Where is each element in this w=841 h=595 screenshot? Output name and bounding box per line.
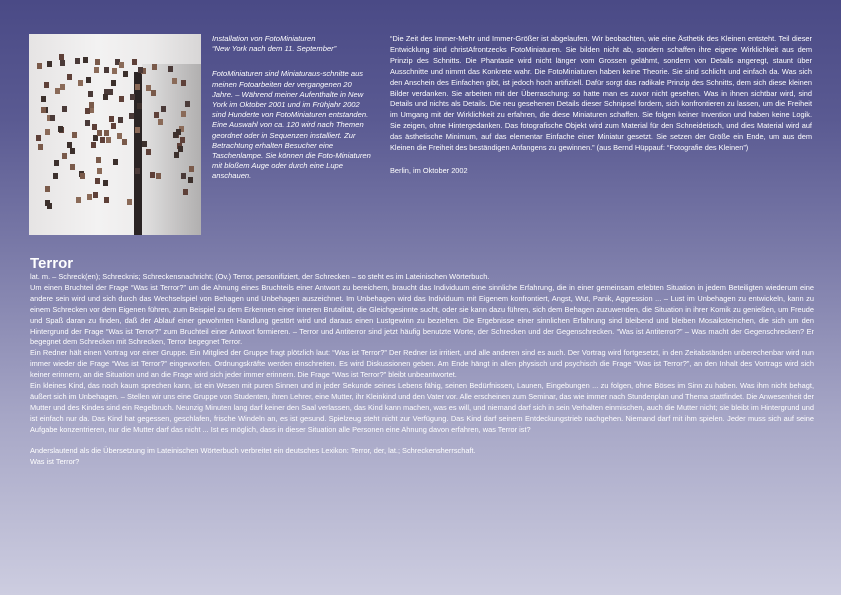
miniature-photo — [111, 123, 116, 129]
miniature-photo — [45, 186, 50, 192]
terror-paragraph-1: Um einen Bruchteil der Frage “Was ist Terror?” um die Ahnung eines Bruchteils einer Antwort zu bereichern, braucht das Individuum eine sinnliche Erfahrung, die in einer gemeinsam erlebten Situation in jedem Beteiligten wiederum eine andere sein wird und sich durch das Wechselspiel von Behagen und Unbehagen auszeichnet. Im Unbehagen wird das Individuum mit Eigenem konfrontiert, Angst, Wut, Panik, Aggression ... – Lust im Unbehagen zu entwickeln, kann zu einem Schrecken vor dem Eigenen führen, zum Beispiel zu dem Erkennen einer inneren Brutalität, die Gleichgesinnte sucht, oder sie kann dazu führen, sich dem Behagen zuzuwenden, die Situation in ihrer Komik zu genießen, um Freude und Spaß daran zu finden, daß der Ablauf einer gewohnten Handlung gestört wird und daraus einen Lustgewinn zu beziehen. Die Ergebnisse einer sinnlichen Erfahrung sind bleibend und bleiben Mosaiksteinchen, die sich um den Hintergrund der Frage “Was ist Terror?” zum Bruchteil einer Antwort formieren. – Terror und Antiterror sind jetzt häufig benutzte Worte, der Schrecken und der Gegenschrecken. “Was ist Antiterror?” – Was macht der Gegenschrecken? Er begegnet dem Schrecken mit Schrecken, Terror begegnet Terror. — [30, 282, 814, 347]
miniature-photo — [103, 180, 108, 186]
miniature-photo — [168, 66, 173, 72]
miniature-photo — [44, 82, 49, 88]
miniature-photo — [78, 80, 83, 86]
miniature-photo — [142, 141, 147, 147]
miniature-photo — [104, 130, 109, 136]
miniature-photo — [53, 173, 58, 179]
miniature-photo — [58, 126, 63, 132]
caption-title-line2: “New York nach dem 11. September” — [212, 44, 337, 54]
miniature-photo — [91, 142, 96, 148]
miniature-photo — [87, 194, 92, 200]
miniature-photo — [137, 103, 142, 109]
miniature-photo — [161, 106, 166, 112]
miniature-photo — [95, 178, 100, 184]
support-pole — [134, 72, 142, 235]
miniature-photo — [181, 80, 186, 86]
miniature-photo — [59, 54, 64, 60]
miniature-photo — [185, 101, 190, 107]
miniature-photo — [76, 197, 81, 203]
miniature-photo — [109, 116, 114, 122]
terror-paragraph-2: Ein Redner hält einen Vortrag vor einer Gruppe. Ein Mitglied der Gruppe fragt plötzlich laut: “Was ist Terror?” Der Redner ist irritiert, und alle anderen sind es auch. Der Vortrag wird fortgesetzt, in den Zeitabständen unberechenbar wird nun immer wieder die Frage “Was ist Terror?” eingeworfen. Ordnungskräfte werden einschreiten. Es wird Diskussionen geben. Am Ende hängt in allen physisch und psychisch die Frage “Was ist Terror?”, an den Inhalt des Vortrags wird sich keiner erinnern, an die Situation und an die Frage wird sich jeder immer erinnern. Die Frage “Was ist Terror?” bleibt unbeantwortet. — [30, 348, 814, 380]
miniature-photo — [80, 173, 85, 179]
miniature-photo — [62, 106, 67, 112]
miniature-photo — [38, 144, 43, 150]
quote-text: “Die Zeit des Immer-Mehr und Immer-Größer ist abgelaufen. Wir beobachten, wie eine Ästhetik des Kleinen entsteht. Teil dieser Entwicklung sind christAfrontzecks FotoMiniaturen. Sie bilden nicht ab, sondern schaffen ihre eigene Wirklichkeit aus dem Prinzip des Schnitts. Die Phantasie wird nicht länger vom Grossen gelähmt, sondern von Details angeregt, staunt über Ausschnitte und nimmt das Konkrete wahr. Die FotoMiniaturen haben keine Theorie. Sie sind schlicht und einfach da. Was sich den Anschein des Einfachen gibt, ist jedoch hoch artifiziell. Dafür sorgt das radikale Prinzip des Schnitts, dem sich diese kleinen Bilder verdanken. Sie arbeiten mit der Überraschung: so hatte man es zuvor nicht gesehen. Was in ihnen sichtbar wird, sind Details und nichts als Details. Die neu gesehenen Details dieser Schnipsel fordern, sich konfrontieren zu lassen, um die Freiheit im Umgang mit der Wirklichkeit zu erfahren, die diese Miniaturen schaffen. Sie folgen keiner Invention und haben keine Logik. Sie zeigen, ohne Hintergedanken. Das fotografische Objekt wird zum Material für den Schneidetisch, und dies Material wird auf das ästhetische Minimum, auf das elementar Einfache einer Miniatur gesetzt. Sie setzen der Größe ein Ende, um aus dem Kleinen die Freiheit des beständigen Anfangens zu gewinnen.” (aus Bernd Hüppauf: “Fotografie des Kleinen”) — [390, 34, 812, 153]
caption-title-line1: Installation von FotoMiniaturen — [212, 34, 316, 43]
miniature-photo — [158, 119, 163, 125]
miniature-photo — [181, 111, 186, 117]
miniature-photo — [104, 197, 109, 203]
miniature-photo — [152, 64, 157, 70]
quote-block — [390, 34, 812, 177]
miniature-photo — [119, 96, 124, 102]
miniature-photo — [138, 67, 143, 73]
miniature-photo — [45, 129, 50, 135]
miniature-photo — [117, 133, 122, 139]
miniature-photo — [50, 115, 55, 121]
miniature-photo — [103, 94, 108, 100]
terror-definition: lat. m. – Schreck(en); Schrecknis; Schreckensnachricht; (Ov.) Terror, personifiziert, der Schrecken – so steht es im Lateinischen Wörterbuch. — [30, 272, 490, 281]
miniature-photo — [70, 148, 75, 154]
miniature-photo — [111, 80, 116, 86]
miniature-photo — [183, 189, 188, 195]
installation-caption — [212, 34, 374, 182]
miniature-photo — [135, 127, 140, 133]
miniature-photo — [176, 129, 181, 135]
miniature-photo — [122, 139, 127, 145]
miniature-photo — [41, 96, 46, 102]
miniature-photo — [108, 89, 113, 95]
terror-closing-question: Was ist Terror? — [30, 457, 80, 467]
miniature-photo — [146, 85, 151, 91]
miniature-photo — [181, 173, 186, 179]
miniature-photo — [94, 67, 99, 73]
miniature-photo — [146, 149, 151, 155]
miniature-photo — [135, 168, 140, 174]
installation-photo — [29, 34, 201, 235]
miniature-photo — [85, 120, 90, 126]
miniature-photo — [135, 84, 140, 90]
miniature-photo — [180, 137, 185, 143]
miniature-photo — [45, 200, 50, 206]
miniature-photo — [86, 77, 91, 83]
miniature-photo — [97, 168, 102, 174]
miniature-photo — [132, 59, 137, 65]
miniature-photo — [172, 78, 177, 84]
miniature-photo — [154, 112, 159, 118]
miniature-photo — [41, 107, 46, 113]
miniature-photo — [60, 84, 65, 90]
miniature-photo — [151, 90, 156, 96]
terror-lexicon-note: Anderslautend als die Übersetzung im Lateinischen Wörterbuch verbreitet ein deutsches Lexikon: Terror, der, lat.; Schreckensherrschaft. — [30, 446, 476, 456]
miniature-photo — [67, 74, 72, 80]
miniature-photo — [70, 164, 75, 170]
miniature-photo — [62, 153, 67, 159]
miniature-photo — [88, 91, 93, 97]
miniature-photo — [67, 142, 72, 148]
miniature-photo — [96, 157, 101, 163]
miniature-photo — [54, 160, 59, 166]
miniature-photo — [72, 132, 77, 138]
miniature-photo — [37, 63, 42, 69]
miniature-photo — [150, 172, 155, 178]
caption-body: FotoMiniaturen sind Miniaturaus-schnitte aus meinen Fotoarbeiten der vergangenen 20 Jahre. – Während meiner Aufenthalte in New York im Oktober 2001 und im Frühjahr 2002 sind Hunderte von FotoMiniaturen entstanden. Eine Auswahl von ca. 120 wird nach Themen geordnet oder in Sequenzen installiert. Zur Betrachtung erhalten Besucher eine Taschenlampe. Sie können die Foto-Miniaturen mit bloßem Auge oder durch eine Lupe anschauen. — [212, 69, 371, 181]
miniature-photo — [106, 137, 111, 143]
caption-title — [212, 34, 374, 54]
miniature-photo — [118, 117, 123, 123]
miniature-photo — [156, 173, 161, 179]
quote-date: Berlin, im Oktober 2002 — [390, 165, 468, 175]
terror-body — [30, 272, 814, 468]
miniature-photo — [83, 57, 88, 63]
miniature-photo — [85, 108, 90, 114]
miniature-photo — [119, 62, 124, 68]
miniature-photo — [123, 71, 128, 77]
miniature-photo — [174, 152, 179, 158]
miniature-photo — [104, 67, 109, 73]
miniature-photo — [60, 60, 65, 66]
miniature-photo — [97, 130, 102, 136]
terror-paragraph-3: Ein kleines Kind, das noch kaum sprechen kann, ist ein Wesen mit puren Sinnen und in jeder Sekunde seines Lebens fähig, seinen Bedürfnissen, Launen, Eingebungen ... zu folgen, ohne Böses im Sinn zu haben. Was ihm nicht behagt, äußert sich im Unbehagen. – Stellen wir uns eine Gruppe von Studenten, ihren Lehrer, eine Mutter, ihr Kleinkind und den Vater vor. Alle erscheinen zum Seminar, das wie immer nach Stundenplan und Thema stattfindet. Die Anwesenheit der Mutter und des Kindes sind ein Regelbruch. Neunzig Minuten lang darf keiner den Saal verlassen, das Kind kann machen, was es will, und niemand darf sich in sein Verhalten einmischen, auch die Mutter nicht; sie bleibt im Hintergrund und ist einfach nur da. Das Kind hat gegessen, geschlafen, frische Windeln an, es ist gesund. Spielzeug steht nicht zur Verfügung. Das Kind darf seinem Entdeckungstrieb nachgehen. Niemand darf mit ihm spielen. Jeder muss sich auf seine Aufgabe konzentrieren, nur die Mutter darf das nicht ... Ist es möglich, dass in dieser Situation alle Personen eine Ahnung davon erfahren, was Terror ist? — [30, 381, 814, 434]
miniature-photo — [36, 135, 41, 141]
miniature-photo — [112, 68, 117, 74]
miniature-photo — [188, 177, 193, 183]
miniature-photo — [75, 58, 80, 64]
miniature-photo — [95, 59, 100, 65]
miniature-photo — [129, 113, 134, 119]
miniature-photo — [127, 199, 132, 205]
miniature-photo — [89, 102, 94, 108]
miniature-photo — [189, 166, 194, 172]
terror-heading: Terror — [30, 255, 74, 272]
miniature-photo — [100, 137, 105, 143]
miniature-photo — [93, 192, 98, 198]
miniature-photo — [113, 159, 118, 165]
miniature-photo — [130, 94, 135, 100]
miniature-photo — [47, 61, 52, 67]
